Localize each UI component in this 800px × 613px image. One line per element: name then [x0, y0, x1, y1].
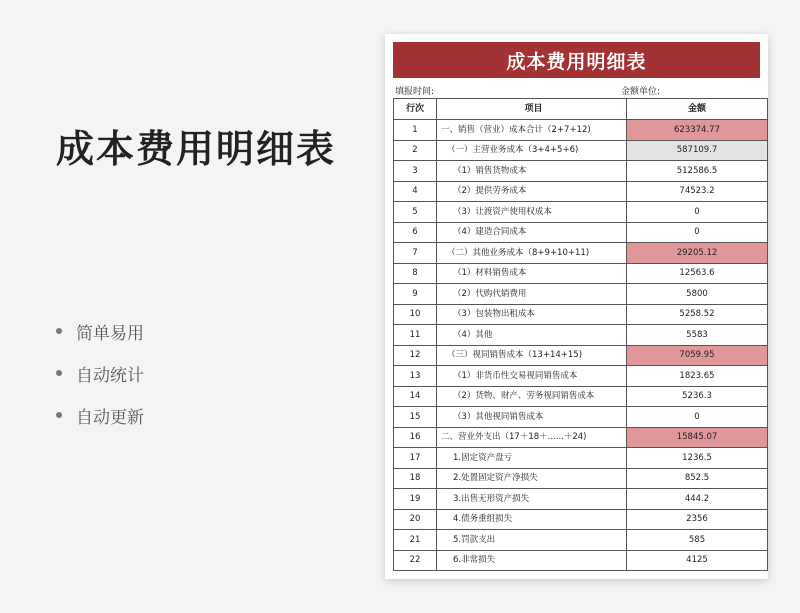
row-item — [437, 489, 627, 510]
row-amount: 623374.77 — [627, 120, 768, 141]
row-item — [437, 161, 627, 182]
cost-table — [393, 98, 768, 571]
unit-label: 金额单位: — [621, 87, 661, 97]
fill-time-label: 填报时间: — [395, 87, 435, 97]
row-amount: 852.5 — [627, 468, 768, 489]
row-amount: 587109.7 — [627, 140, 768, 161]
row-item — [437, 181, 627, 202]
row-amount: 585 — [627, 530, 768, 551]
row-item — [437, 325, 627, 346]
row-amount: 5583 — [627, 325, 768, 346]
feature-list — [56, 310, 144, 436]
row-index: 16 — [394, 427, 437, 448]
row-item-label: （3）其他视同销售成本 — [453, 411, 544, 422]
row-amount: 1823.65 — [627, 366, 768, 387]
row-item-label: 2.处置固定资产净损失 — [453, 473, 538, 483]
row-item-label: 6.非常损失 — [453, 555, 496, 565]
row-item — [437, 427, 627, 448]
row-item — [437, 550, 627, 571]
row-amount: 7059.95 — [627, 345, 768, 366]
row-index: 12 — [394, 345, 437, 366]
bullet-icon — [56, 370, 62, 376]
row-item — [437, 222, 627, 243]
row-index: 22 — [394, 550, 437, 571]
row-item-label: （1）材料销售成本 — [453, 268, 527, 278]
feature-item — [56, 352, 144, 394]
row-amount: 15845.07 — [627, 427, 768, 448]
row-index: 18 — [394, 468, 437, 489]
table-row — [394, 284, 768, 305]
sheet-title: 成本费用明细表 — [393, 42, 760, 78]
row-item-label: （3）包装物出租成本 — [453, 309, 535, 319]
row-index: 20 — [394, 509, 437, 530]
row-amount: 74523.2 — [627, 181, 768, 202]
row-item-label: （二）其他业务成本（8+9+10+11) — [447, 247, 590, 258]
row-index: 9 — [394, 284, 437, 305]
table-row — [394, 222, 768, 243]
row-index: 15 — [394, 407, 437, 428]
table-row — [394, 386, 768, 407]
row-index: 17 — [394, 448, 437, 469]
table-row — [394, 407, 768, 428]
row-amount: 0 — [627, 202, 768, 223]
row-item — [437, 120, 627, 141]
row-item — [437, 202, 627, 223]
row-index: 4 — [394, 181, 437, 202]
row-index: 11 — [394, 325, 437, 346]
feature-label: 简单易用 — [76, 323, 144, 344]
row-amount: 2356 — [627, 509, 768, 530]
table-row — [394, 345, 768, 366]
row-amount: 12563.6 — [627, 263, 768, 284]
row-amount: 444.2 — [627, 489, 768, 510]
row-item — [437, 530, 627, 551]
row-item-label: （1）销售货物成本 — [453, 165, 527, 176]
table-row — [394, 509, 768, 530]
header-index: 行次 — [394, 99, 437, 120]
row-item — [437, 243, 627, 264]
row-item-label: （三）视同销售成本（13+14+15) — [447, 350, 583, 360]
feature-item — [56, 310, 144, 352]
row-item-label: （1）非货币性交易视同销售成本 — [453, 370, 578, 381]
row-index: 5 — [394, 202, 437, 223]
row-amount: 0 — [627, 222, 768, 243]
row-amount: 5800 — [627, 284, 768, 305]
feature-label: 自动更新 — [76, 407, 144, 428]
table-header-row — [394, 99, 768, 120]
row-index: 1 — [394, 120, 437, 141]
row-amount: 512586.5 — [627, 161, 768, 182]
row-item-label: 一、销售（营业）成本合计（2+7+12) — [441, 124, 591, 135]
row-item-label: （4）其他 — [453, 329, 493, 340]
row-index: 13 — [394, 366, 437, 387]
feature-item — [56, 394, 144, 436]
row-item — [437, 407, 627, 428]
row-index: 7 — [394, 243, 437, 264]
row-item-label: 5.罚款支出 — [453, 534, 496, 545]
table-row — [394, 243, 768, 264]
row-item — [437, 448, 627, 469]
bullet-icon — [56, 412, 62, 418]
table-row — [394, 366, 768, 387]
table-row — [394, 448, 768, 469]
header-item: 项目 — [437, 99, 627, 120]
row-index: 2 — [394, 140, 437, 161]
table-row — [394, 304, 768, 325]
table-row — [394, 325, 768, 346]
row-index: 21 — [394, 530, 437, 551]
row-item-label: （2）货物、财产、劳务视同销售成本 — [453, 391, 595, 401]
feature-label: 自动统计 — [76, 365, 144, 386]
row-item-label: （一）主营业务成本（3+4+5+6) — [447, 145, 579, 155]
row-index: 19 — [394, 489, 437, 510]
table-row — [394, 530, 768, 551]
row-item-label: （4）建造合同成本 — [453, 227, 527, 237]
page-title: 成本费用明细表 — [56, 127, 337, 171]
row-item — [437, 468, 627, 489]
table-row — [394, 161, 768, 182]
table-row — [394, 181, 768, 202]
row-item — [437, 345, 627, 366]
row-amount: 0 — [627, 407, 768, 428]
table-row — [394, 120, 768, 141]
table-row — [394, 550, 768, 571]
row-amount: 1236.5 — [627, 448, 768, 469]
header-amount: 金额 — [627, 99, 768, 120]
row-item — [437, 509, 627, 530]
row-amount: 5236.3 — [627, 386, 768, 407]
row-item — [437, 284, 627, 305]
row-item — [437, 366, 627, 387]
table-row — [394, 140, 768, 161]
row-amount: 29205.12 — [627, 243, 768, 264]
row-item-label: （2）代购代销费用 — [453, 288, 527, 299]
row-item — [437, 140, 627, 161]
row-index: 10 — [394, 304, 437, 325]
table-row — [394, 202, 768, 223]
row-index: 3 — [394, 161, 437, 182]
table-row — [394, 489, 768, 510]
row-item-label: （2）提供劳务成本 — [453, 186, 527, 196]
spreadsheet-preview — [385, 34, 768, 579]
table-row — [394, 468, 768, 489]
table-row — [394, 427, 768, 448]
row-item-label: 二、营业外支出（17＋18＋......＋24) — [441, 432, 587, 442]
row-amount: 5258.52 — [627, 304, 768, 325]
table-row — [394, 263, 768, 284]
row-item-label: 1.固定资产盘亏 — [453, 452, 513, 463]
row-item — [437, 304, 627, 325]
row-item — [437, 386, 627, 407]
bullet-icon — [56, 328, 62, 334]
row-index: 8 — [394, 263, 437, 284]
row-item-label: （3）让渡资产使用权成本 — [453, 206, 552, 217]
row-item-label: 3.出售无形资产损失 — [453, 493, 530, 504]
row-index: 6 — [394, 222, 437, 243]
row-item-label: 4.债务重组损失 — [453, 514, 513, 524]
row-amount: 4125 — [627, 550, 768, 571]
row-index: 14 — [394, 386, 437, 407]
row-item — [437, 263, 627, 284]
